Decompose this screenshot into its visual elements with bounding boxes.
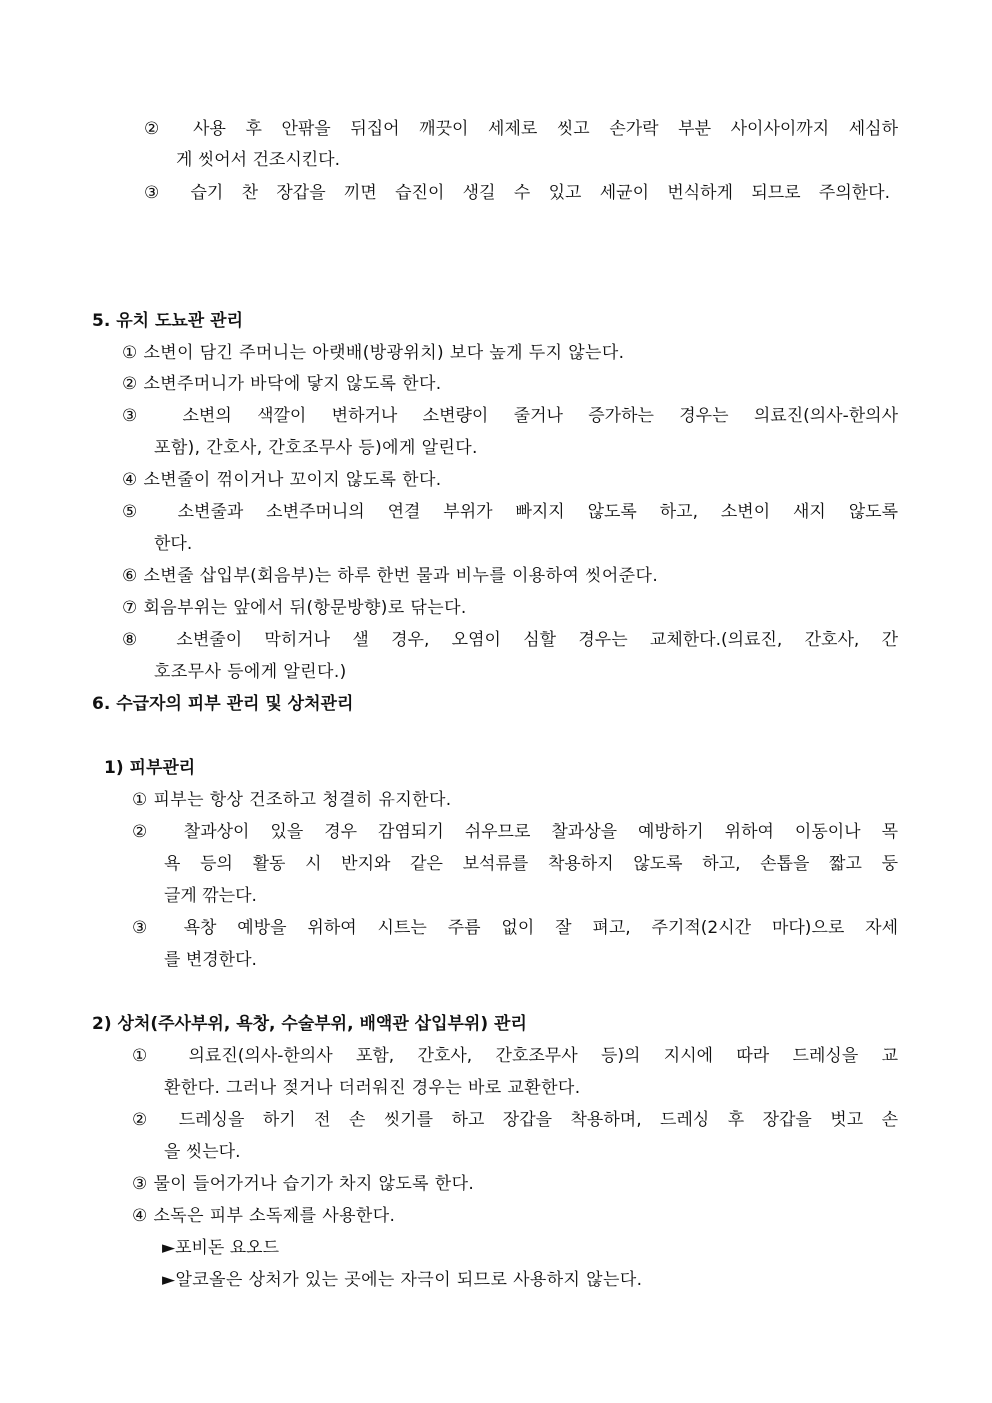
section-5-item-2: ② 소변주머니가 바닥에 닿지 않도록 한다. bbox=[122, 374, 442, 394]
skin-care-item-1: ① 피부는 항상 건조하고 청결히 유지한다. bbox=[132, 790, 452, 810]
wound-care-item-1-line-2: 환한다. 그러나 젖거나 더러워진 경우는 바로 교환한다. bbox=[164, 1078, 581, 1098]
skin-care-item-3-line-2: 를 변경한다. bbox=[164, 950, 257, 970]
subsection-wound-care-heading: 2) 상처(주사부위, 욕창, 수술부위, 배액관 삽입부위) 관리 bbox=[92, 1014, 527, 1034]
section-5-heading: 5. 유치 도뇨관 관리 bbox=[92, 311, 243, 331]
section-5-item-3-line-2: 포함), 간호사, 간호조무사 등)에게 알린다. bbox=[154, 438, 478, 458]
section-5-item-8-line-2: 호조무사 등에게 알린다.) bbox=[154, 662, 347, 682]
section-5-item-7: ⑦ 회음부위는 앞에서 뒤(항문방향)로 닦는다. bbox=[122, 598, 467, 618]
skin-care-item-2-line-1: ② 찰과상이 있을 경우 감염되기 쉬우므로 찰과상을 예방하기 위하여 이동이나 목 bbox=[132, 822, 898, 842]
subsection-skin-care-heading: 1) 피부관리 bbox=[104, 758, 196, 778]
section-5-item-4: ④ 소변줄이 꺾이거나 꼬이지 않도록 한다. bbox=[122, 470, 442, 490]
section-5-item-6: ⑥ 소변줄 삽입부(회음부)는 하루 한번 물과 비누를 이용하여 씻어준다. bbox=[122, 566, 659, 586]
wound-care-item-4: ④ 소독은 피부 소독제를 사용한다. bbox=[132, 1206, 396, 1226]
section-6-heading: 6. 수급자의 피부 관리 및 상처관리 bbox=[92, 694, 354, 714]
list-item-2-line-1: ② 사용 후 안팎을 뒤집어 깨끗이 세제로 씻고 손가락 부분 사이사이까지 세심하 bbox=[144, 119, 898, 139]
section-5-item-5-line-2: 한다. bbox=[154, 534, 193, 554]
skin-care-item-2-line-3: 글게 깎는다. bbox=[164, 886, 257, 906]
section-5-item-3-line-1: ③ 소변의 색깔이 변하거나 소변량이 줄거나 증가하는 경우는 의료진(의사-한의사 bbox=[122, 406, 898, 426]
section-5-item-8-line-1: ⑧ 소변줄이 막히거나 샐 경우, 오염이 심할 경우는 교체한다.(의료진, 간호사, 간 bbox=[122, 630, 898, 650]
section-5-item-5-line-1: ⑤ 소변줄과 소변주머니의 연결 부위가 빠지지 않도록 하고, 소변이 새지 않도록 bbox=[122, 502, 898, 522]
list-item-3: ③ 습기 찬 장갑을 끼면 습진이 생길 수 있고 세균이 번식하게 되므로 주의한다. bbox=[144, 183, 890, 203]
skin-care-item-3-line-1: ③ 욕창 예방을 위하여 시트는 주름 없이 잘 펴고, 주기적(2시간 마다)으로 자세 bbox=[132, 918, 898, 938]
wound-care-item-2-line-2: 을 씻는다. bbox=[164, 1142, 241, 1162]
wound-care-item-2-line-1: ② 드레싱을 하기 전 손 씻기를 하고 장갑을 착용하며, 드레싱 후 장갑을 벗고 손 bbox=[132, 1110, 898, 1130]
wound-care-item-1-line-1: ① 의료진(의사-한의사 포함, 간호사, 간호조무사 등)의 지시에 따라 드레싱을 교 bbox=[132, 1046, 898, 1066]
list-item-2-line-2: 게 씻어서 건조시킨다. bbox=[176, 150, 341, 170]
section-5-item-1: ① 소변이 담긴 주머니는 아랫배(방광위치) 보다 높게 두지 않는다. bbox=[122, 343, 625, 363]
wound-care-item-3: ③ 물이 들어가거나 습기가 차지 않도록 한다. bbox=[132, 1174, 475, 1194]
wound-care-bullet-2: ►알코올은 상처가 있는 곳에는 자극이 되므로 사용하지 않는다. bbox=[162, 1270, 643, 1290]
skin-care-item-2-line-2: 욕 등의 활동 시 반지와 같은 보석류를 착용하지 않도록 하고, 손톱을 짧고 둥 bbox=[164, 854, 898, 874]
wound-care-bullet-1: ►포비돈 요오드 bbox=[162, 1238, 280, 1258]
